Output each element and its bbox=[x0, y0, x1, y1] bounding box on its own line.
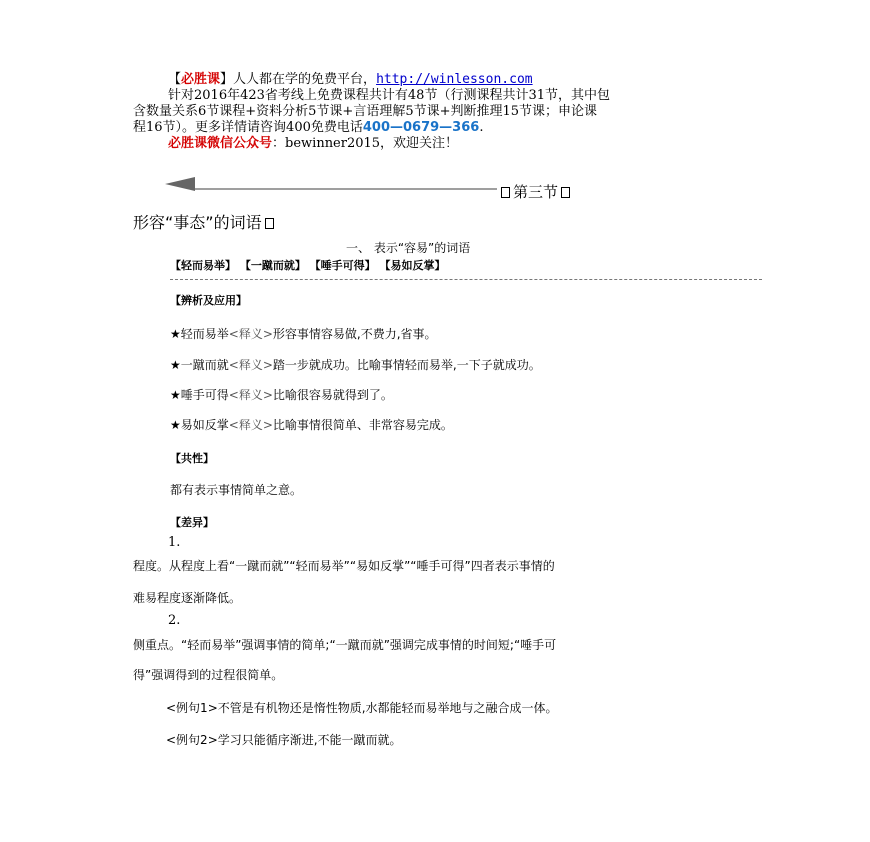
entry-word: 轻而易举 bbox=[180, 327, 229, 341]
star-icon: ★ bbox=[170, 418, 181, 432]
entry-tag: <释义> bbox=[228, 358, 273, 372]
entry-text: 踏一步就成功。比喻事情轻而易举,一下子就成功。 bbox=[272, 358, 541, 372]
promo-line-1 bbox=[168, 72, 533, 88]
terms-line: 【轻而易举】 【一蹴而就】 【唾手可得】 【易如反掌】 bbox=[170, 259, 446, 272]
entry-text: 比喻很容易就得到了。 bbox=[272, 388, 393, 402]
entry-tag: <释义> bbox=[228, 327, 273, 341]
entry-tag: <释义> bbox=[228, 418, 273, 432]
box-glyph-icon bbox=[501, 187, 510, 198]
page-heading bbox=[133, 210, 277, 233]
phone-number: 400—0679—366 bbox=[362, 120, 480, 135]
section-title-text: 第三节 bbox=[513, 183, 559, 201]
section-arrow bbox=[165, 177, 500, 199]
tagline: 人人都在学的免费平台， bbox=[233, 72, 377, 87]
promo-line-3: 含数量关系6节课程+资料分析5节课+言语理解5节课+判断推理15节课；申论课 bbox=[133, 104, 598, 119]
promo-line-4 bbox=[133, 120, 483, 136]
diff-1-num: 1. bbox=[168, 535, 181, 550]
entry-word: 一蹴而就 bbox=[180, 358, 229, 372]
section-title bbox=[498, 181, 573, 202]
entry-text: 形容事情容易做,不费力,省事。 bbox=[272, 327, 437, 341]
entry-tag: <释义> bbox=[228, 388, 273, 402]
page-heading-text: 形容“事态”的词语 bbox=[133, 213, 262, 232]
arrow-left-icon bbox=[165, 177, 500, 195]
star-icon: ★ bbox=[170, 327, 181, 341]
example-1: <例句1>不管是有机物还是惰性物质,水都能轻而易举地与之融合成一体。 bbox=[166, 701, 558, 715]
entry-word: 唾手可得 bbox=[180, 388, 229, 402]
dashed-divider bbox=[170, 279, 762, 280]
analysis-title: 【辨析及应用】 bbox=[170, 294, 247, 307]
promo-line-4-text: 程16节）。更多详情请咨询400免费电话 bbox=[133, 120, 363, 135]
bracket-close: 】 bbox=[220, 72, 234, 87]
promo-line-4-end: . bbox=[479, 120, 484, 135]
star-icon: ★ bbox=[170, 358, 181, 372]
wechat-text: ：bewinner2015，欢迎关注！ bbox=[272, 136, 459, 151]
box-glyph-icon bbox=[561, 187, 570, 198]
example-2: <例句2>学习只能循序渐进,不能一蹴而就。 bbox=[166, 733, 402, 747]
diff-2-line-2: 得”强调得到的过程很简单。 bbox=[133, 668, 284, 682]
common-text: 都有表示事情简单之意。 bbox=[170, 483, 303, 497]
diff-2-num: 2. bbox=[168, 613, 181, 628]
promo-line-2: 针对2016年423省考线上免费课程共计有48节（行测课程共计31节，其中包 bbox=[168, 88, 610, 103]
website-link[interactable]: http://winlesson.com bbox=[376, 72, 533, 87]
common-title: 【共性】 bbox=[170, 452, 214, 465]
subheading: 一、 表示“容易”的词语 bbox=[346, 241, 471, 255]
diff-1-line-1: 程度。从程度上看“一蹴而就”“轻而易举”“易如反掌”“唾手可得”四者表示事情的 bbox=[133, 559, 555, 573]
box-glyph-icon bbox=[265, 218, 274, 229]
entry-3 bbox=[170, 386, 393, 403]
diff-title: 【差异】 bbox=[170, 516, 214, 529]
star-icon: ★ bbox=[170, 388, 181, 402]
wechat-line bbox=[168, 136, 458, 152]
wechat-label: 必胜课微信公众号 bbox=[168, 136, 273, 151]
diff-1-line-2: 难易程度逐渐降低。 bbox=[133, 591, 242, 605]
entry-text: 比喻事情很简单、非常容易完成。 bbox=[272, 418, 453, 432]
entry-1 bbox=[170, 325, 437, 342]
bracket-open: 【 bbox=[168, 72, 182, 87]
entry-word: 易如反掌 bbox=[180, 418, 229, 432]
diff-2-line-1: 侧重点。“轻而易举”强调事情的简单;“一蹴而就”强调完成事情的时间短;“唾手可 bbox=[133, 638, 557, 652]
entry-4 bbox=[170, 416, 453, 433]
entry-2 bbox=[170, 356, 541, 373]
brand-name: 必胜课 bbox=[181, 72, 221, 87]
